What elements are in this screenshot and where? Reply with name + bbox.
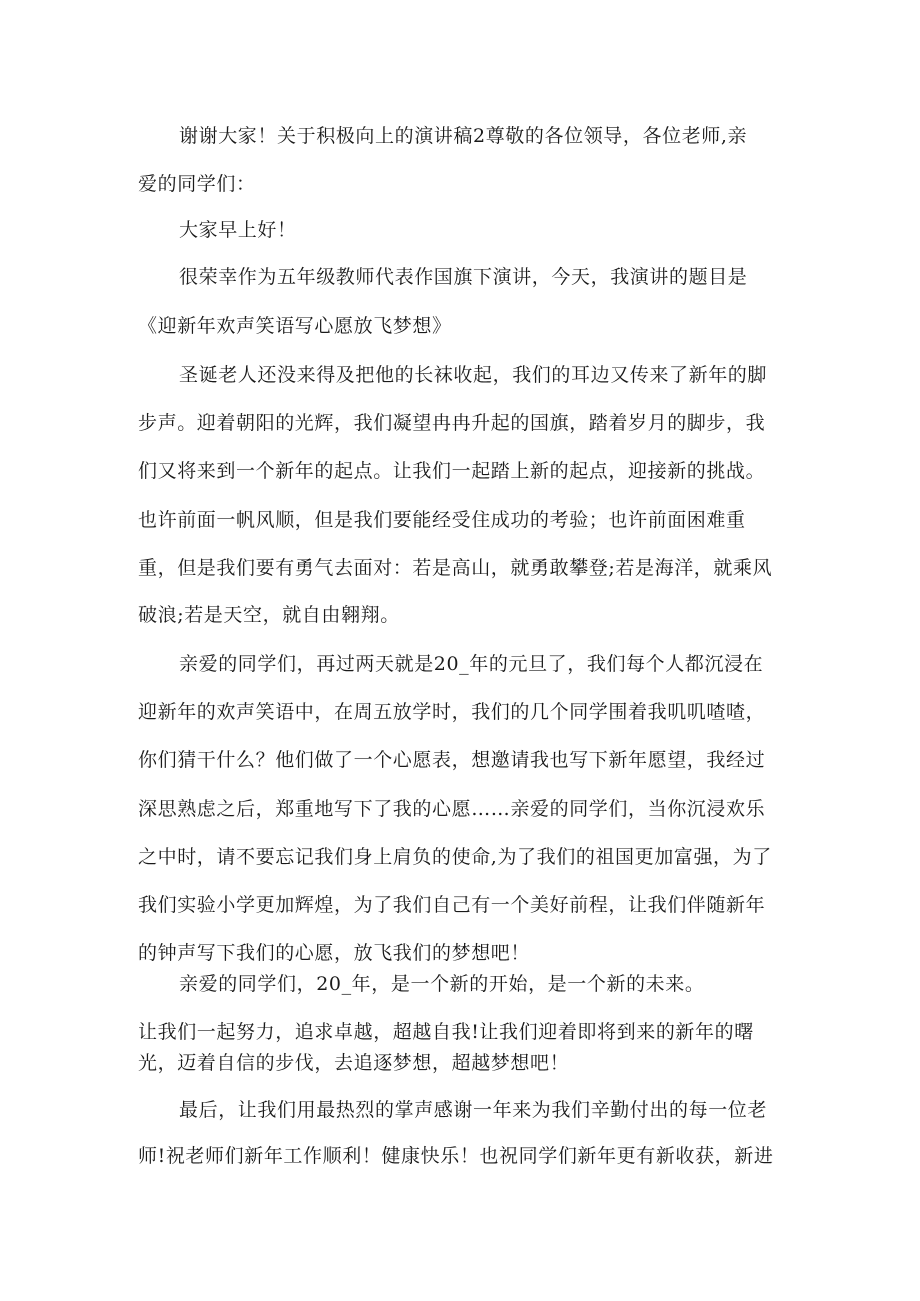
speech-line: 们又将来到一个新年的起点。让我们一起踏上新的起点，迎接新的挑战。 (138, 460, 766, 482)
speech-title-line: 谢谢大家！关于积极向上的演讲稿2尊敬的各位领导，各位老师,亲 (179, 125, 748, 147)
speech-line: 很荣幸作为五年级教师代表作国旗下演讲，今天，我演讲的题目是 (179, 266, 748, 288)
speech-line: 圣诞老人还没来得及把他的长袜收起，我们的耳边又传来了新年的脚 (179, 364, 768, 386)
speech-line: 重，但是我们要有勇气去面对：若是高山，就勇敢攀登;若是海洋，就乘风 (138, 557, 773, 579)
speech-line: 的钟声写下我们的心愿，放飞我们的梦想吧！ (138, 942, 531, 964)
speech-line: 爱的同学们： (138, 173, 256, 195)
speech-line: 我们实验小学更加辉煌，为了我们自己有一个美好前程，让我们伴随新年 (138, 894, 766, 916)
speech-topic-line: 《迎新年欢声笑语写心愿放飞梦想》 (138, 315, 452, 337)
speech-line: 师!祝老师们新年工作顺利！健康快乐！也祝同学们新年更有新收获，新进 (138, 1145, 774, 1167)
greeting-line: 大家早上好！ (179, 219, 297, 241)
speech-line: 亲爱的同学们，再过两天就是20_年的元旦了，我们每个人都沉浸在 (179, 653, 764, 675)
speech-line: 让我们一起努力，追求卓越，超越自我!让我们迎着即将到来的新年的曙 (138, 1021, 754, 1043)
speech-line: 亲爱的同学们，20_年，是一个新的开始，是一个新的未来。 (179, 973, 705, 995)
speech-line: 之中时，请不要忘记我们身上肩负的使命,为了我们的祖国更加富强，为了 (138, 846, 772, 868)
speech-line: 光，迈着自信的步伐，去追逐梦想，超越梦想吧！ (138, 1052, 570, 1074)
speech-line: 也许前面一帆风顺，但是我们要能经受住成功的考验；也许前面困难重 (138, 509, 746, 531)
speech-line: 你们猜干什么？他们做了一个心愿表，想邀请我也写下新年愿望，我经过 (138, 749, 766, 771)
speech-line: 破浪;若是天空，就自由翱翔。 (138, 604, 400, 626)
speech-line: 迎新年的欢声笑语中，在周五放学时，我们的几个同学围着我叽叽喳喳， (138, 701, 766, 723)
speech-line: 步声。迎着朝阳的光辉，我们凝望冉冉升起的国旗，踏着岁月的脚步，我 (138, 412, 766, 434)
speech-line: 最后，让我们用最热烈的掌声感谢一年来为我们辛勤付出的每一位老 (179, 1099, 768, 1121)
speech-line: 深思熟虑之后，郑重地写下了我的心愿……亲爱的同学们，当你沉浸欢乐 (138, 798, 766, 820)
